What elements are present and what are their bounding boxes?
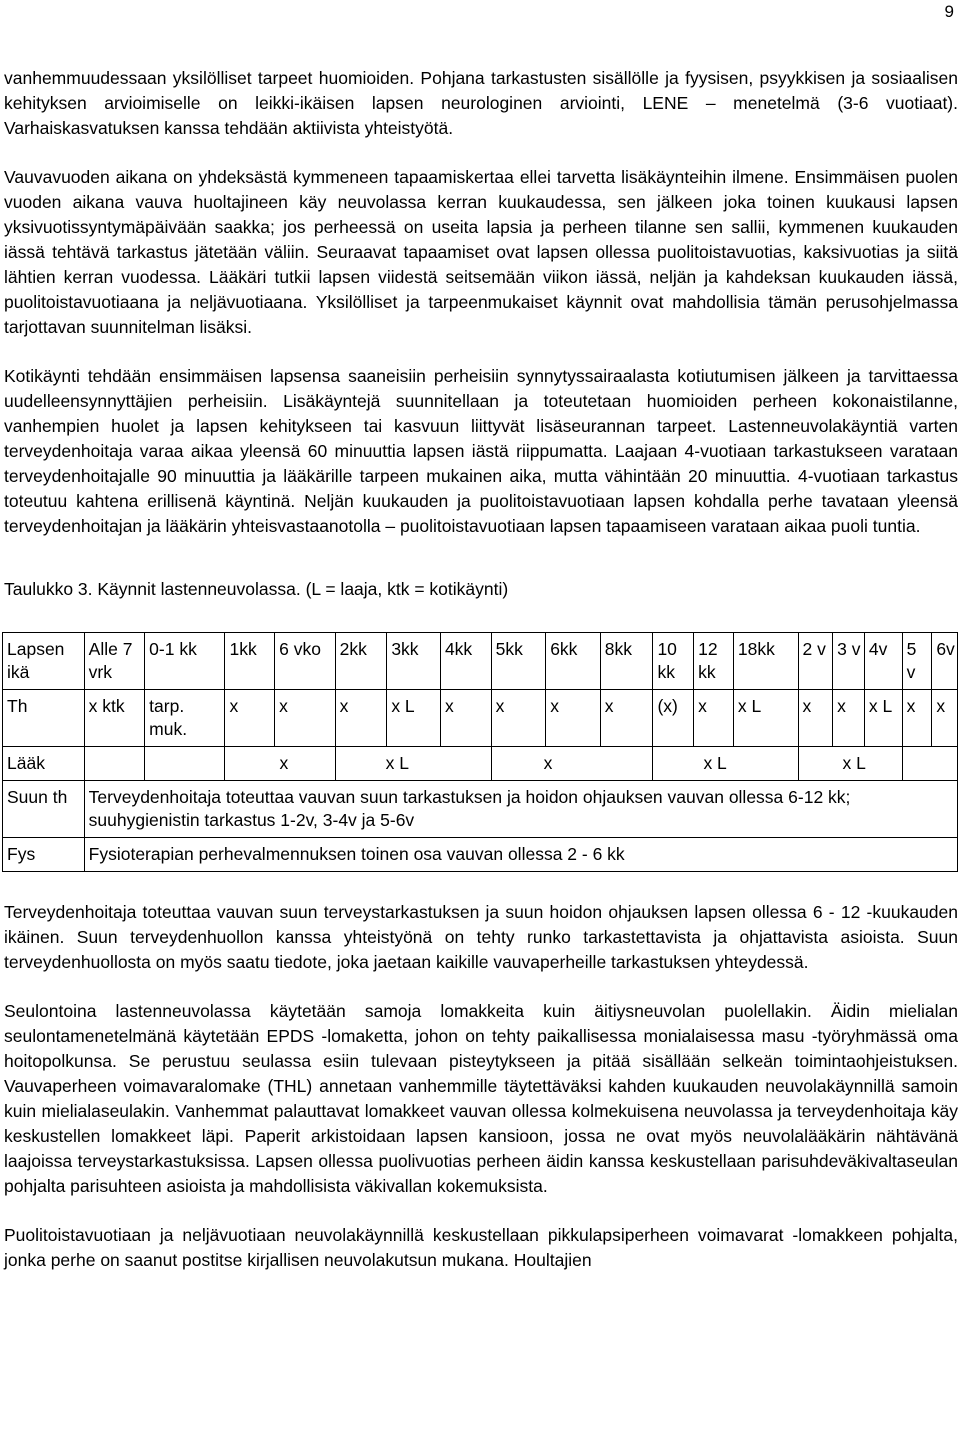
table-cell: 6v [932,633,958,690]
table-cell: 2kk [335,633,387,690]
table-cell: 1kk [225,633,275,690]
table-cell: Lääk [3,747,85,781]
table-cell: 3 v [833,633,865,690]
table-cell: x [932,690,958,747]
table-cell: x [798,690,833,747]
table-cell: Lapsen ikä [3,633,85,690]
table-cell: 18kk [733,633,798,690]
paragraph: vanhemmuudessaan yksilölliset tarpeet huomioiden. Pohjana tarkastusten sisällölle ja fyysisen, psyykkisen ja sosiaalisen kehityksen arvioimiselle on leikki-ikäisen lapsen neurologinen arviointi, LENE – menetelmä (3-6 vuotiaat). Varhaiskasvatuksen kanssa tehdään aktiivista yhteistyötä. [4,68,958,138]
table-cell: x [440,690,491,747]
table-cell: Alle 7 vrk [84,633,145,690]
table-cell: x L [653,747,798,781]
visits-table [2,632,958,872]
table-cell: x [694,690,734,747]
table-caption: Taulukko 3. Käynnit lastenneuvolassa. (L = laaja, ktk = kotikäynti) [4,579,509,599]
document-body [4,66,958,1297]
table-cell [902,747,957,781]
table-cell: x L [733,690,798,747]
table-cell: x [335,690,387,747]
table-row [3,781,958,838]
table-cell: tarp. muk. [145,690,225,747]
table-cell: Fys [3,838,85,872]
table-cell: Th [3,690,85,747]
table-row [3,838,958,872]
table-cell: x ktk [84,690,145,747]
paragraph: Vauvavuoden aikana on yhdeksästä kymmeneen tapaamiskertaa ellei tarvetta lisäkäynteihin ilmene. Ensimmäisen puolen vuoden aikana vauva huoltajineen käy neuvolassa kerran kuukaudessa, sen jälkeen joka toinen kuukausi lapsen yksivuotissyntymäpäivään saakka; jos perheessä on useita lapsia ja perheen tilanne sen sallii, kymmenen kuukauden iässä tehtävä tarkastus jätetään väliin. Seuraavat tapaamiset ovat lapsen ollessa puolitoistavuotias, kaksivuotias ja siitä lähtien kerran vuodessa. Lääkäri tutkii lapsen viidestä seitsemään viikon iässä, neljän ja kahdeksan kuukauden iässä, puolitoistavuotiaana ja neljävuotiaana. Yksilölliset ja tarpeenmukaiset käynnit ovat mahdollisia tämän perusohjelmassa tarjottavan suunnitelman lisäksi. [4,167,958,337]
table-cell: x [225,747,335,781]
table-cell: 6 vko [275,633,335,690]
table-cell: x [833,690,865,747]
table-cell: 10 kk [653,633,694,690]
table-cell: x L [387,690,441,747]
table-cell: Suun th [3,781,85,838]
table-cell: 12 kk [694,633,734,690]
table-cell: x [902,690,932,747]
table-row [3,633,958,690]
table-cell: 3kk [387,633,441,690]
table-cell: x [275,690,335,747]
table-cell: x [546,690,601,747]
table-cell [145,747,225,781]
table-cell: Terveydenhoitaja toteuttaa vauvan suun tarkastuksen ja hoidon ohjauksen vauvan ollessa 6-12 kk; suuhygienistin tarkastus 1-2v, 3-4v ja 5-6v [84,781,957,838]
table-cell: 4v [864,633,902,690]
table-cell: x [600,690,653,747]
table-cell: 4kk [440,633,491,690]
paragraph: Puolitoistavuotiaan ja neljävuotiaan neuvolakäynnillä keskustellaan pikkulapsiperheen voimavarat -lomakkeen pohjalta, jonka perhe on saanut postitse kirjallisen neuvolakutsun mukana. Houltajien [4,1225,958,1270]
table-cell: 5kk [491,633,546,690]
table-row [3,747,958,781]
table-cell: 2 v [798,633,833,690]
page-number: 9 [944,2,954,21]
table-cell: Fysioterapian perhevalmennuksen toinen osa vauvan ollessa 2 - 6 kk [84,838,957,872]
table-cell: 8kk [600,633,653,690]
table-cell: x L [798,747,902,781]
paragraph: Kotikäynti tehdään ensimmäisen lapsensa saaneisiin perheisiin synnytyssairaalasta kotiutumisen jälkeen ja tarvittaessa uudelleensynnyttäjien perheisiin. Lisäkäyntejä suunnitellaan ja toteutetaan huomioiden perheen kokonaistilanne, vanhempien huolet ja lapsen kehitykseen tai kasvuun liittyvät lisäseurannan tarpeet. Lastenneuvolakäyntiä varten terveydenhoitaja varaa aikaa yleensä 60 minuuttia lapsen iästä riippumatta. Laajaan 4-vuotiaan tarkastukseen varataan terveydenhoitajalle 90 minuuttia ja lääkärille tarpeen mukainen aika, mutta vähintään 20 minuuttia. 4-vuotiaan tarkastus toteutuu kahtena erillisenä käyntinä. Neljän kuukauden ja puolitoistavuotiaan lapsen kohdalla perhe tavataan yleensä terveydenhoitajan ja lääkärin yhteisvastaanotolla – puolitoistavuotiaan lapsen tapaamiseen varataan aikaa puoli tuntia. [4,366,958,536]
table-cell: (x) [653,690,694,747]
paragraph: Terveydenhoitaja toteuttaa vauvan suun terveystarkastuksen ja suun hoidon ohjauksen lapsen ollessa 6 - 12 -kuukauden ikäinen. Suun terveydenhuollon kanssa yhteistyönä on tehty runko tarkastettavista ja ohjattavista asioista. Suun terveydenhuollosta on myös saatu tiedote, joka jaetaan kaikille vauvaperheille tarkastuksen yhteydessä. [4,902,958,972]
table-cell [84,747,145,781]
paragraph: Seulontoina lastenneuvolassa käytetään samoja lomakkeita kuin äitiysneuvolan puolellakin. Äidin mielialan seulontamenetelmänä käytetään EPDS -lomaketta, johon on tehty paikallisessa monialaisessa masu -työryhmässä oma hoitopolkunsa. Se perustuu seulassa esiin tulevaan pisteytykseen ja pitää sisällään selkeän toimintaohjeistuksen. Vauvaperheen voimavaralomake (THL) annetaan vanhemmille täytettäväksi kahden kuukauden neuvolakäynnillä samoin kuin mielialaseulakin. Vanhemmat palauttavat lomakkeet vauvan ollessa kolmekuisena neuvolassa ja terveydenhoitaja käy keskustellen lomakkeet läpi. Paperit arkistoidaan lapsen kansioon, jossa ne ovat myös neuvolalääkärin nähtävänä laajoissa terveystarkastuksissa. Lapsen ollessa puolivuotias perheen äidin kanssa keskustellaan parisuhdeväkivaltaseulan pohjalta parisuhteen asioista ja mahdollisista väkivallan kokemuksista. [4,1001,958,1196]
table-cell: 6kk [546,633,601,690]
table-cell: x L [335,747,491,781]
table-cell: 0-1 kk [145,633,225,690]
table-row [3,690,958,747]
table-cell: 5 v [902,633,932,690]
table-cell: x [491,690,546,747]
table-cell: x L [864,690,902,747]
table-cell: x [225,690,275,747]
table-cell: x [491,747,653,781]
